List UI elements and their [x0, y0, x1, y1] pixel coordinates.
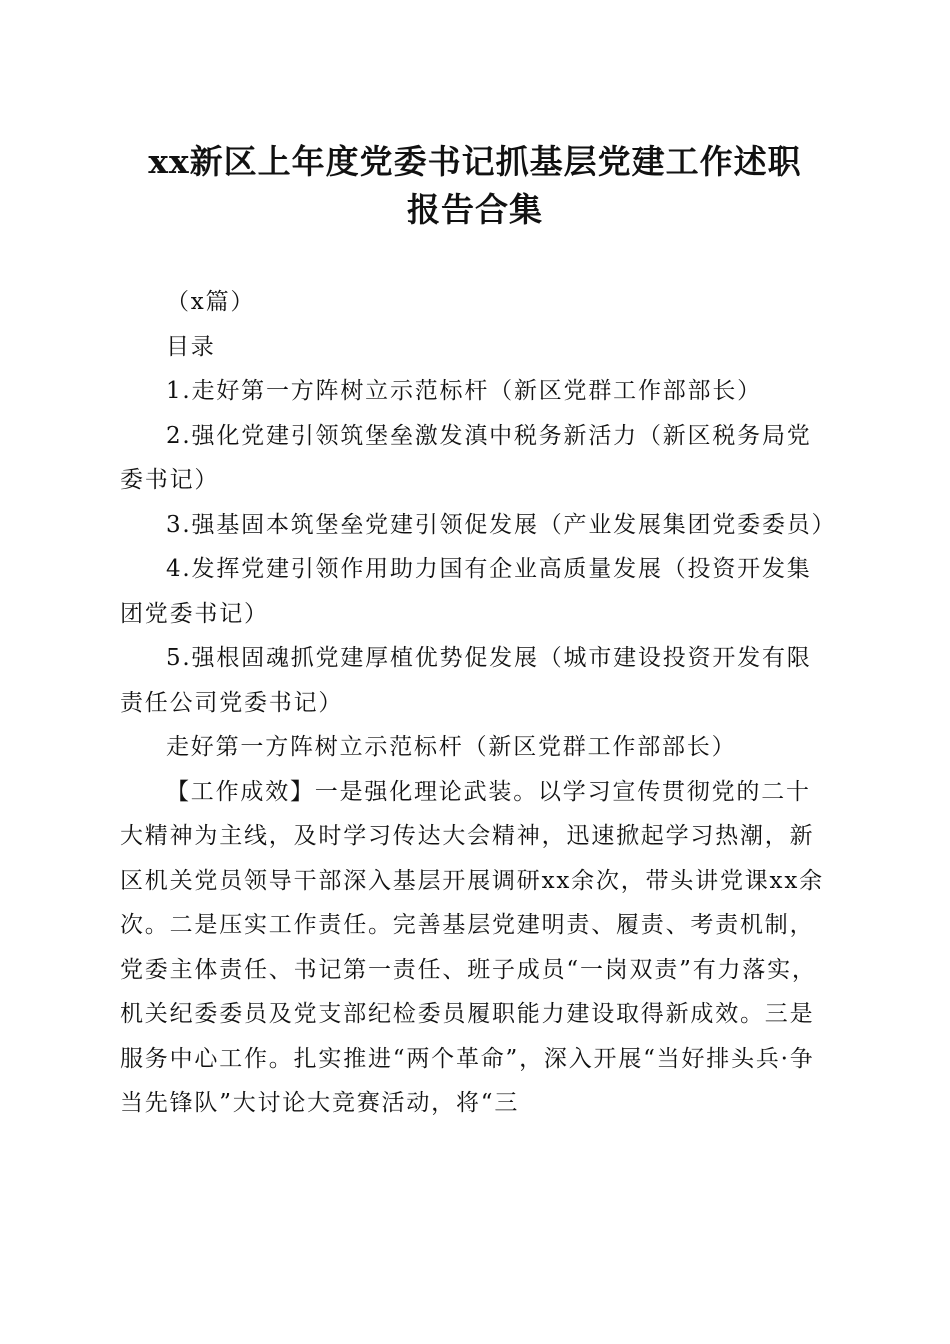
document-body [120, 280, 837, 1126]
article-count: （x篇） [166, 289, 256, 315]
toc-item: 5.强根固魂抓党建厚植优势促发展（城市建设投资开发有限责任公司党委书记） [120, 645, 812, 716]
title-line-2: 报告合集 [407, 190, 543, 229]
toc-item: 4.发挥党建引领作用助力国有企业高质量发展（投资开发集团党委书记） [120, 556, 812, 627]
toc-heading: 目录 [166, 333, 216, 360]
toc-item: 3.强基固本筑堡垒党建引领促发展（产业发展集团党委委员） [166, 511, 837, 538]
toc-item: 2.强化党建引领筑堡垒激发滇中税务新活力（新区税务局党委书记） [120, 422, 812, 493]
toc-item: 1.走好第一方阵树立示范标杆（新区党群工作部部长） [166, 378, 762, 404]
document-title [60, 138, 890, 234]
section-title: 走好第一方阵树立示范标杆（新区党群工作部部长） [166, 734, 737, 760]
section-body-paragraph: 【工作成效】一是强化理论武装。以学习宣传贯彻党的二十大精神为主线，及时学习传达大会精神，迅速掀起学习热潮，新区机关党员领导干部深入基层开展调研xx余次，带头讲党课xx余次。二是压实工作责任。完善基层党建明责、履责、考责机制，党委主体责任、书记第一责任、班子成员“一岗双责”有力落实，机关纪委委员及党支部纪检委员履职能力建设取得新成效。三是服务中心工作。扎实推进“两个革命”，深入开展“当好排头兵·争当先锋队”大讨论大竞赛活动，将“三 [120, 778, 824, 1116]
title-line-1: xx新区上年度党委书记抓基层党建工作述职 [148, 142, 802, 181]
